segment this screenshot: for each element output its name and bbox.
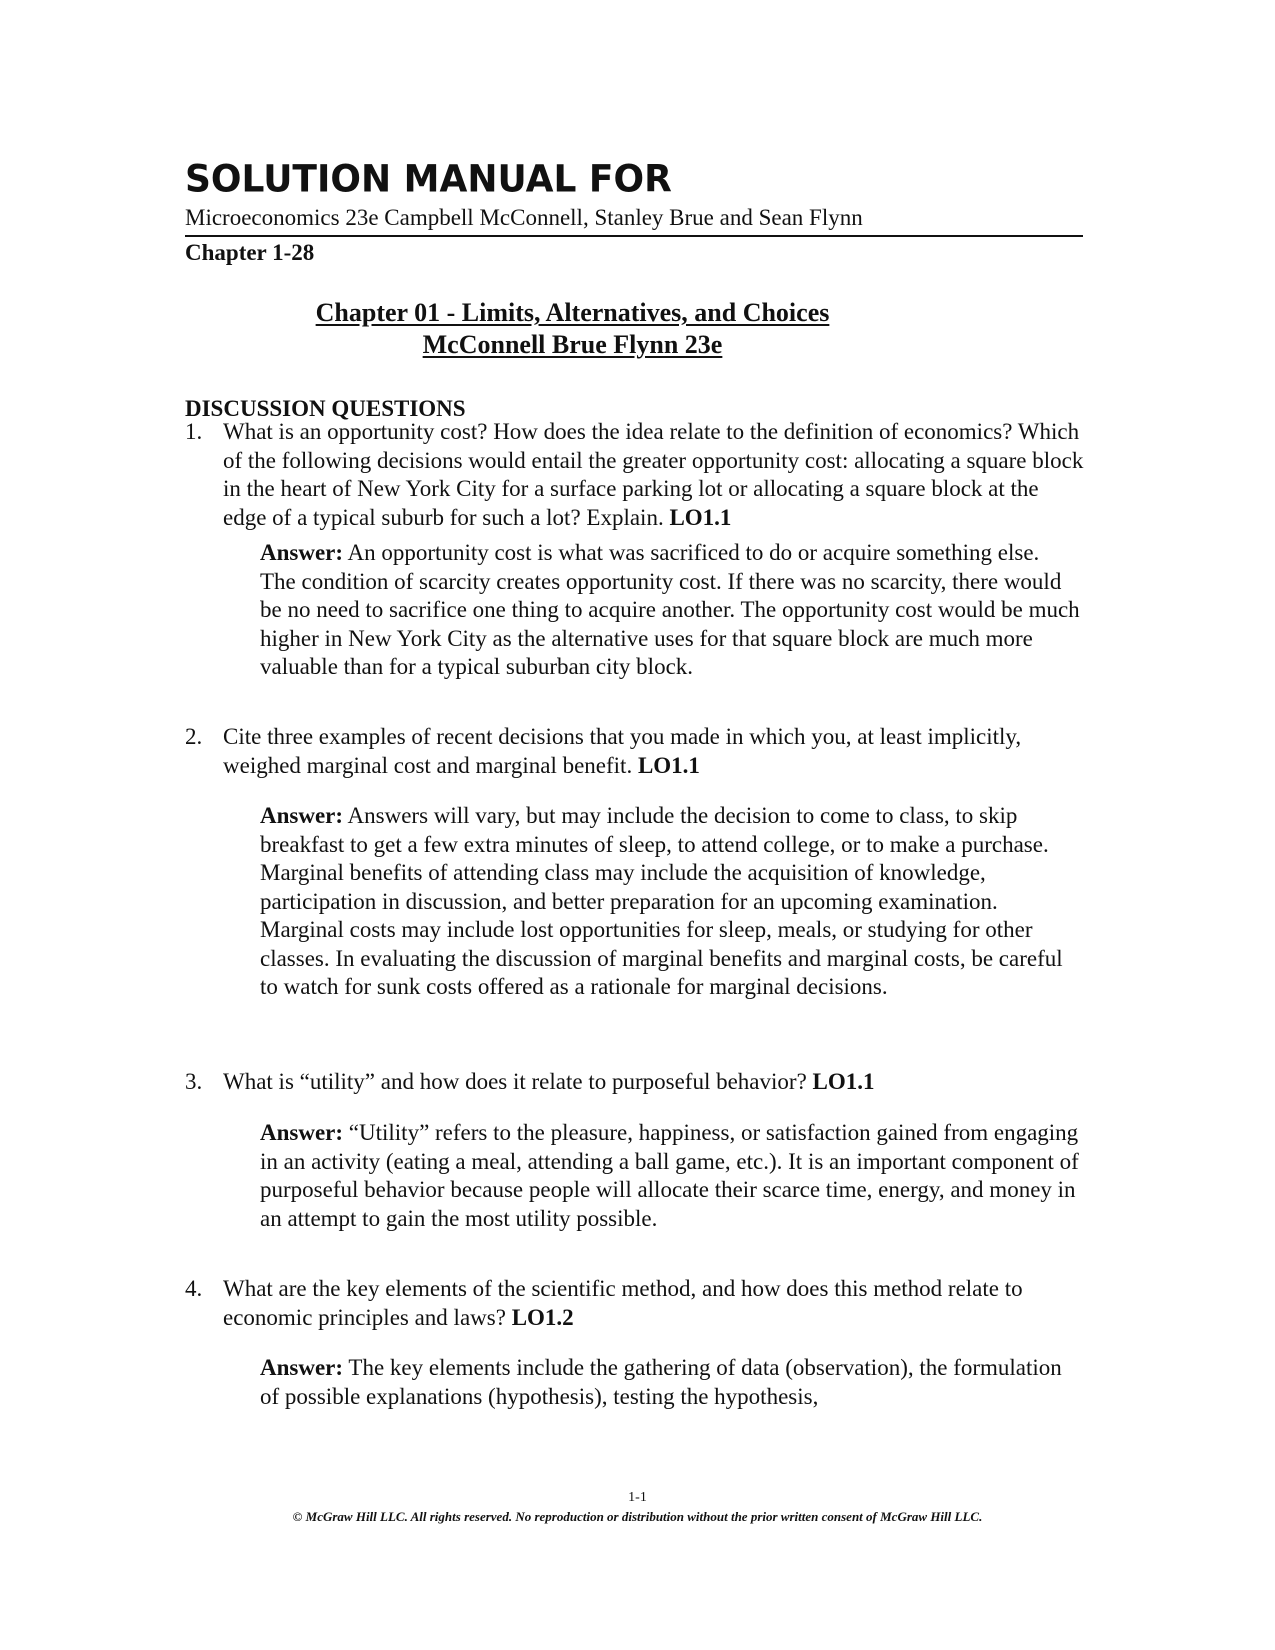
question-number: 4. bbox=[185, 1276, 203, 1301]
manual-subtitle: Microeconomics 23e Campbell McConnell, Stanley Brue and Sean Flynn bbox=[185, 205, 863, 230]
question-item bbox=[185, 418, 1085, 532]
answer-label: Answer: bbox=[260, 1355, 344, 1380]
learning-objective: LO1.1 bbox=[669, 504, 732, 530]
question-text: Cite three examples of recent decisions that you made in which you, at least implicitly, weighed marginal cost and marginal benefit. LO1.1 bbox=[223, 724, 1022, 778]
chapter-title: Chapter 01 - Limits, Alternatives, and Choices bbox=[315, 298, 830, 327]
answer-label: Answer: bbox=[260, 803, 344, 828]
question-text: What are the key elements of the scientific method, and how does this method relate to economic principles and laws? LO1.2 bbox=[223, 1276, 1023, 1330]
answer-block bbox=[260, 1354, 1080, 1411]
answer-block bbox=[260, 1119, 1080, 1233]
answer-text: The key elements include the gathering of data (observation), the formulation of possible explanations (hypothesis), testing the hypothesis, bbox=[260, 1355, 1062, 1409]
header-divider bbox=[185, 235, 1083, 237]
answer-text: Answers will vary, but may include the decision to come to class, to skip breakfast to get a few extra minutes of sleep, to attend college, or to make a purchase. Marginal benefits of attending class may include the acquisition of knowledge, participation in discussion, and better preparation for an upcoming examination. Marginal costs may include lost opportunities for sleep, meals, or studying for other classes. In evaluating the discussion of marginal benefits and marginal costs, be careful to watch for sunk costs offered as a rationale for marginal decisions. bbox=[260, 803, 1063, 999]
answer-block bbox=[260, 802, 1080, 1002]
section-heading: DISCUSSION QUESTIONS bbox=[185, 396, 466, 421]
answer-label: Answer: bbox=[260, 1120, 344, 1145]
copyright-notice: © McGraw Hill LLC. All rights reserved. No reproduction or distribution without the prior written consent of McGraw Hill LLC. bbox=[292, 1509, 983, 1524]
answer-label: Answer: bbox=[260, 540, 344, 565]
learning-objective: LO1.1 bbox=[637, 752, 700, 778]
learning-objective: LO1.2 bbox=[511, 1304, 574, 1330]
question-text: What is “utility” and how does it relate to purposeful behavior? LO1.1 bbox=[223, 1069, 875, 1094]
question-item bbox=[185, 1068, 1085, 1097]
chapter-edition: McConnell Brue Flynn 23e bbox=[422, 330, 723, 359]
answer-text: An opportunity cost is what was sacrificed to do or acquire something else. The condition of scarcity creates opportunity cost. If there was no scarcity, there would be no need to sacrifice one thing to acquire another. The opportunity cost would be much higher in New York City as the alternative uses for that square block are much more valuable than for a typical suburban city block. bbox=[260, 540, 1080, 679]
question-number: 1. bbox=[185, 419, 203, 444]
answer-block bbox=[260, 539, 1080, 682]
question-item bbox=[185, 1275, 1085, 1332]
question-number: 3. bbox=[185, 1069, 203, 1094]
learning-objective: LO1.1 bbox=[812, 1069, 875, 1094]
question-text: What is an opportunity cost? How does the idea relate to the definition of economics? Which of the following decisions would entail the greater opportunity cost: allocating a square block in the heart of New York City for a surface parking lot or allocating a square block at the edge of a typical suburb for such a lot? Explain. LO1.1 bbox=[223, 419, 1084, 530]
chapter-range: Chapter 1-28 bbox=[185, 240, 315, 265]
manual-title: SOLUTION MANUAL FOR bbox=[185, 158, 672, 202]
question-number: 2. bbox=[185, 724, 203, 749]
page-number: 1-1 bbox=[628, 1490, 647, 1505]
question-item bbox=[185, 723, 1085, 780]
answer-text: “Utility” refers to the pleasure, happiness, or satisfaction gained from engaging in an activity (eating a meal, attending a ball game, etc.). It is an important component of purposeful behavior because people will allocate their scarce time, energy, and money in an attempt to gain the most utility possible. bbox=[260, 1120, 1079, 1231]
